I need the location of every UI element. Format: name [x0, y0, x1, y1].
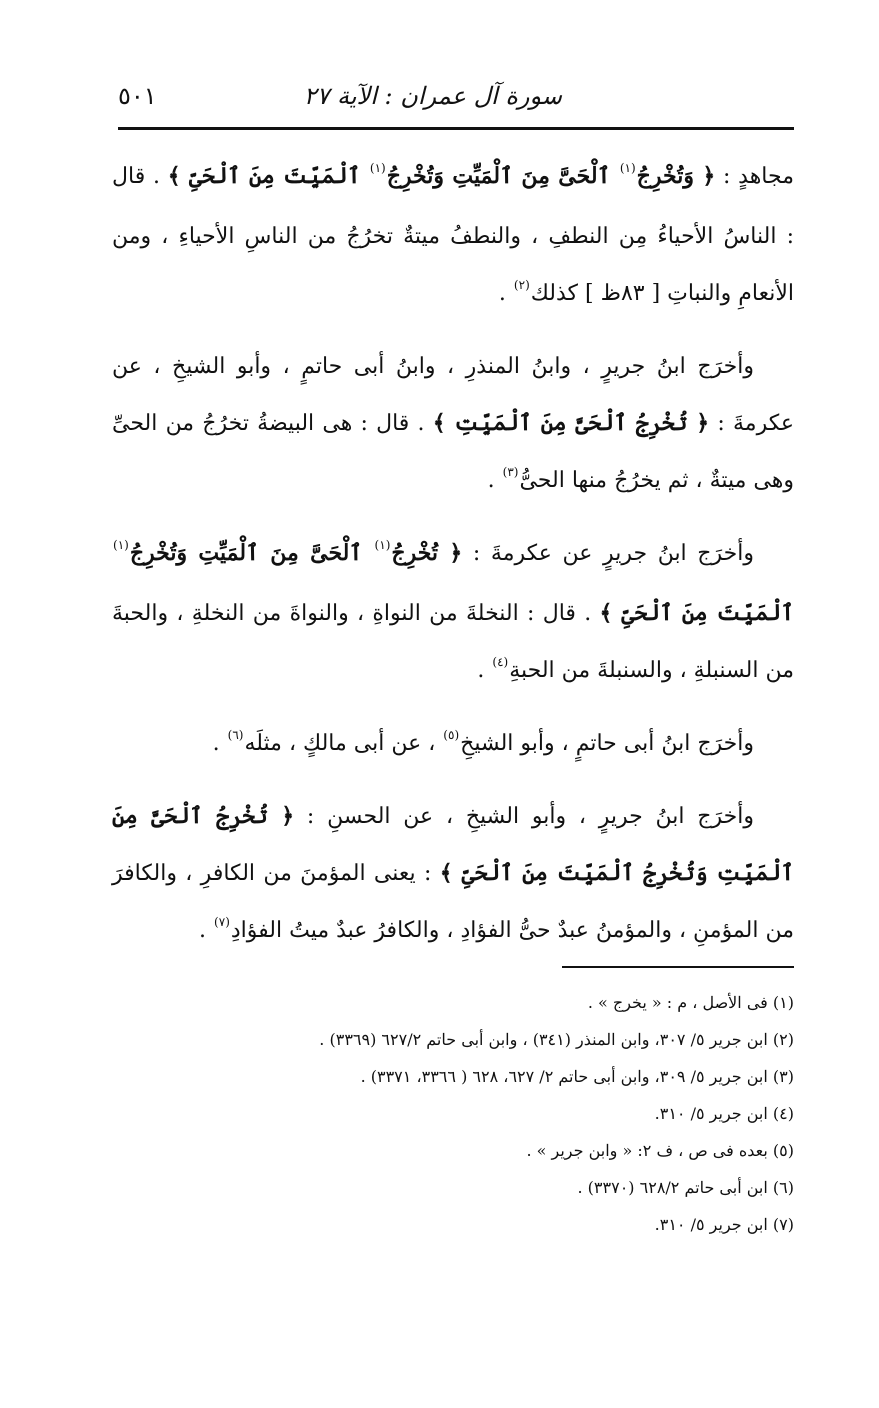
paragraph-text: . قال : هى البيضةُ تخرُجُ من الحىِّ وهى ميتةٌ ، ثم يخرُجُ منها الحىُّ	[112, 411, 794, 493]
footnote-reference: (١)	[374, 538, 391, 552]
paragraph-text: وأخرَج ابنُ أبى حاتمٍ ، وأبو الشيخِ	[460, 731, 754, 756]
footnote: (٤) ابن جرير ٥/ ٣١٠.	[654, 1104, 794, 1123]
quran-quote: ﴿ تُخْرِجُ	[391, 540, 463, 566]
paragraph-text: وأخرَج ابنُ جريرٍ عن عكرمةَ :	[462, 541, 754, 566]
header-rule	[118, 127, 794, 130]
paragraph-text: .	[487, 468, 502, 493]
paragraph	[112, 525, 794, 702]
page-header	[118, 78, 794, 122]
footnote-reference: (٤)	[492, 655, 509, 669]
paragraph-text: .	[498, 281, 513, 306]
paragraph	[112, 148, 794, 325]
footnote-reference: (١)	[113, 538, 129, 552]
footnote-reference: (٢)	[513, 278, 530, 292]
paragraph-text: : يعنى المؤمنَ من الكافرِ ، والكافرَ من المؤمنِ ، والمؤمنُ عبدٌ حىُّ الفؤادِ ، والكافرُ عبدٌ ميتُ الفؤادِ	[112, 861, 794, 943]
footnote: (٥) بعده فى ص ، ف ٢: « وابن جرير » .	[526, 1141, 794, 1160]
footnote: (٧) ابن جرير ٥/ ٣١٠.	[654, 1215, 794, 1234]
footnote-reference: (١)	[369, 161, 386, 175]
paragraph-text: . قال : النخلةَ من النواةِ ، والنواةَ من النخلةِ ، والحبةَ من السنبلةِ ، والسنبلةَ من الحبةِ	[112, 601, 794, 683]
footnote-reference: (٣)	[502, 465, 519, 479]
running-title: سورة آل عمران : الآية ٢٧	[303, 82, 562, 110]
paragraph-text: ، عن أبى مالكٍ ، مثلَه	[244, 731, 443, 756]
footnote-reference: (٥)	[443, 728, 460, 742]
paragraph-text: .	[477, 658, 492, 683]
quran-quote: ﴿ وَتُخْرِجُ	[636, 163, 716, 189]
quran-quote: ٱلْحَىَّ مِنَ ٱلْمَيِّتِ وَتُخْرِجُ	[129, 540, 374, 566]
quran-quote: ٱلْمَيِّتَ مِنَ ٱلْحَىِّ ﴾	[167, 163, 369, 189]
paragraph-text: .	[199, 918, 214, 943]
paragraph-text: مجاهدٍ :	[715, 164, 794, 189]
quran-quote: ٱلْحَىَّ مِنَ ٱلْمَيِّتِ وَتُخْرِجُ	[386, 163, 619, 189]
footnote: (١) فى الأصل ، م : « يخرج » .	[587, 993, 794, 1012]
main-text	[112, 148, 794, 975]
paragraph-text: وأخرَج ابنُ جريرٍ ، وابنُ المنذرِ ، وابنُ أبى حاتمٍ ، وأبو الشيخِ ، عن عكرمةَ :	[112, 354, 794, 436]
footnote: (٦) ابن أبى حاتم ٦٢٨/٢ (٣٣٧٠) .	[577, 1178, 794, 1197]
footnote: (٣) ابن جرير ٥/ ٣٠٩، وابن أبى حاتم ٢/ ٦٢٧، ٦٢٨ ( ٣٣٦٦، ٣٣٧١) .	[360, 1067, 794, 1086]
paragraph-text: . قال : الناسُ الأحياءُ مِن النطفِ ، والنطفُ ميتةٌ تخرُجُ من الناسِ الأحياءِ ، ومن الأنعامِ والنباتِ [ ٨٣ظ ] كذلك	[112, 164, 794, 306]
footnote: (٢) ابن جرير ٥/ ٣٠٧، وابن المنذر (٣٤١) ، وابن أبى حاتم ٦٢٧/٢ (٣٣٦٩) .	[319, 1030, 794, 1049]
paragraph	[112, 788, 794, 962]
paragraph	[112, 338, 794, 512]
paragraph	[112, 715, 794, 775]
footnote-reference: (٧)	[214, 915, 230, 929]
footnote-reference: (١)	[619, 161, 636, 175]
footnotes	[118, 984, 794, 1243]
quran-quote: ٱلْمَيِّتَ مِنَ ٱلْحَىِّ ﴾	[599, 600, 794, 626]
footnote-separator	[562, 966, 794, 968]
quran-quote: ﴿ تُخْرِجُ ٱلْحَىَّ مِنَ ٱلْمَيِّتِ وَتُخْرِجُ ٱلْمَيِّتَ مِنَ ٱلْحَىِّ ﴾	[112, 803, 795, 886]
quran-quote: ﴿ تُخْرِجُ ٱلْحَىَّ مِنَ ٱلْمَيِّتِ ﴾	[432, 410, 710, 436]
paragraph-text: وأخرَج ابنُ جريرٍ ، وأبو الشيخِ ، عن الحسنِ :	[294, 804, 754, 829]
paragraph-text: .	[212, 731, 227, 756]
page-number: ٥٠١	[118, 82, 157, 110]
footnote-reference: (٦)	[227, 728, 244, 742]
